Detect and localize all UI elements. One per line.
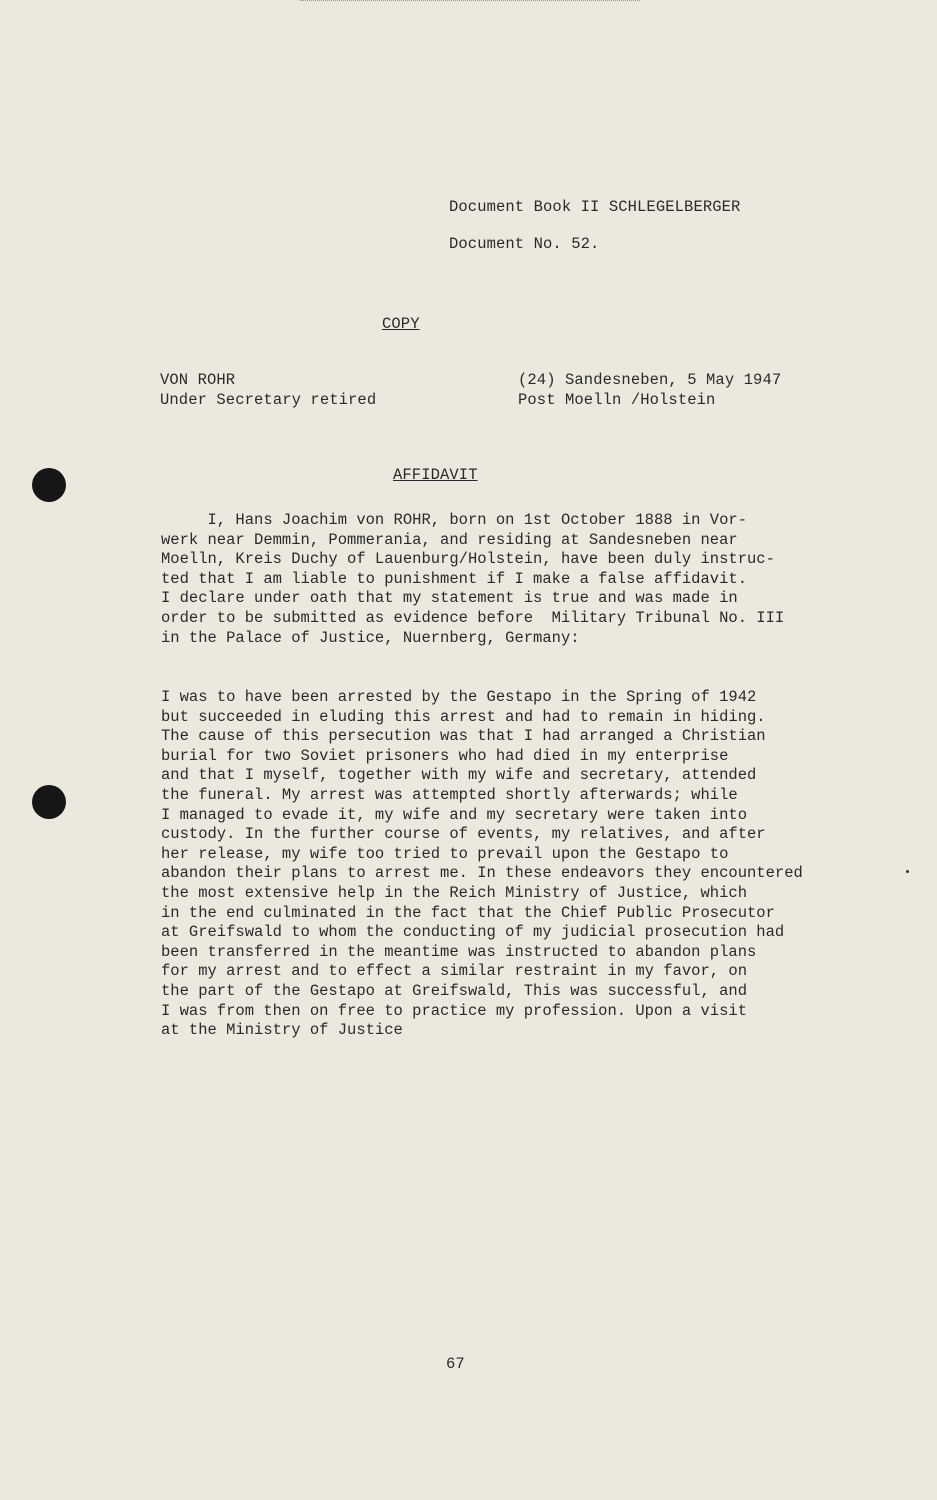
page-number: 67 xyxy=(446,1355,465,1373)
text-line: at the Ministry of Justice xyxy=(161,1021,403,1040)
text-line: ted that I am liable to punishment if I make a false affidavit. xyxy=(161,569,747,588)
affidavit-heading: AFFIDAVIT xyxy=(393,466,478,484)
text-line: custody. In the further course of events, my relatives, and after xyxy=(161,825,766,844)
text-line: in the Palace of Justice, Nuernberg, Germany: xyxy=(161,628,580,647)
text-line: The cause of this persecution was that I had arranged a Christian xyxy=(161,727,766,746)
text-line: I was from then on free to practice my profession. Upon a visit xyxy=(161,1001,747,1020)
ink-speck xyxy=(906,870,909,873)
text-line: abandon their plans to arrest me. In these endeavors they encountered xyxy=(161,864,803,883)
text-line: I managed to evade it, my wife and my secretary were taken into xyxy=(161,805,747,824)
text-line: I was to have been arrested by the Gestapo in the Spring of 1942 xyxy=(161,688,757,706)
sender-title: Under Secretary retired xyxy=(160,391,377,409)
text-line: the part of the Gestapo at Greifswald, This was successful, and xyxy=(161,981,747,1000)
text-line: and that I myself, together with my wife and secretary, attended xyxy=(161,766,757,785)
top-edge-line xyxy=(300,0,640,2)
text-line: Moelln, Kreis Duchy of Lauenburg/Holstein, have been duly instruc- xyxy=(161,550,775,569)
text-line: the most extensive help in the Reich Ministry of Justice, which xyxy=(161,883,747,902)
affidavit-intro-paragraph xyxy=(161,511,784,648)
affidavit-statement-paragraph xyxy=(161,688,803,1041)
text-line: at Greifswald to whom the conducting of my judicial prosecution had xyxy=(161,923,785,942)
document-book-header: Document Book II SCHLEGELBERGER xyxy=(449,198,741,216)
sender-name: VON ROHR xyxy=(160,371,236,389)
text-line: for my arrest and to effect a similar restraint in my favor, on xyxy=(161,962,747,981)
text-line: I, Hans Joachim von ROHR, born on 1st October 1888 in Vor- xyxy=(161,511,747,529)
text-line: her release, my wife too tried to prevail upon the Gestapo to xyxy=(161,844,729,863)
text-line: order to be submitted as evidence before Military Tribunal No. III xyxy=(161,608,785,627)
document-number-header: Document No. 52. xyxy=(449,235,600,253)
text-line: the funeral. My arrest was attempted shortly afterwards; while xyxy=(161,785,738,804)
punch-hole xyxy=(32,785,66,819)
place-date-line: (24) Sandesneben, 5 May 1947 xyxy=(518,371,782,389)
text-line: werk near Demmin, Pommerania, and residing at Sandesneben near xyxy=(161,530,738,549)
copy-label: COPY xyxy=(382,315,420,333)
text-line: in the end culminated in the fact that the Chief Public Prosecutor xyxy=(161,903,775,922)
text-line: burial for two Soviet prisoners who had died in my enterprise xyxy=(161,746,729,765)
text-line: been transferred in the meantime was instructed to abandon plans xyxy=(161,942,757,961)
text-line: but succeeded in eluding this arrest and had to remain in hiding. xyxy=(161,707,766,726)
post-address-line: Post Moelln /Holstein xyxy=(518,391,716,409)
punch-hole xyxy=(32,468,66,502)
text-line: I declare under oath that my statement is true and was made in xyxy=(161,589,738,608)
